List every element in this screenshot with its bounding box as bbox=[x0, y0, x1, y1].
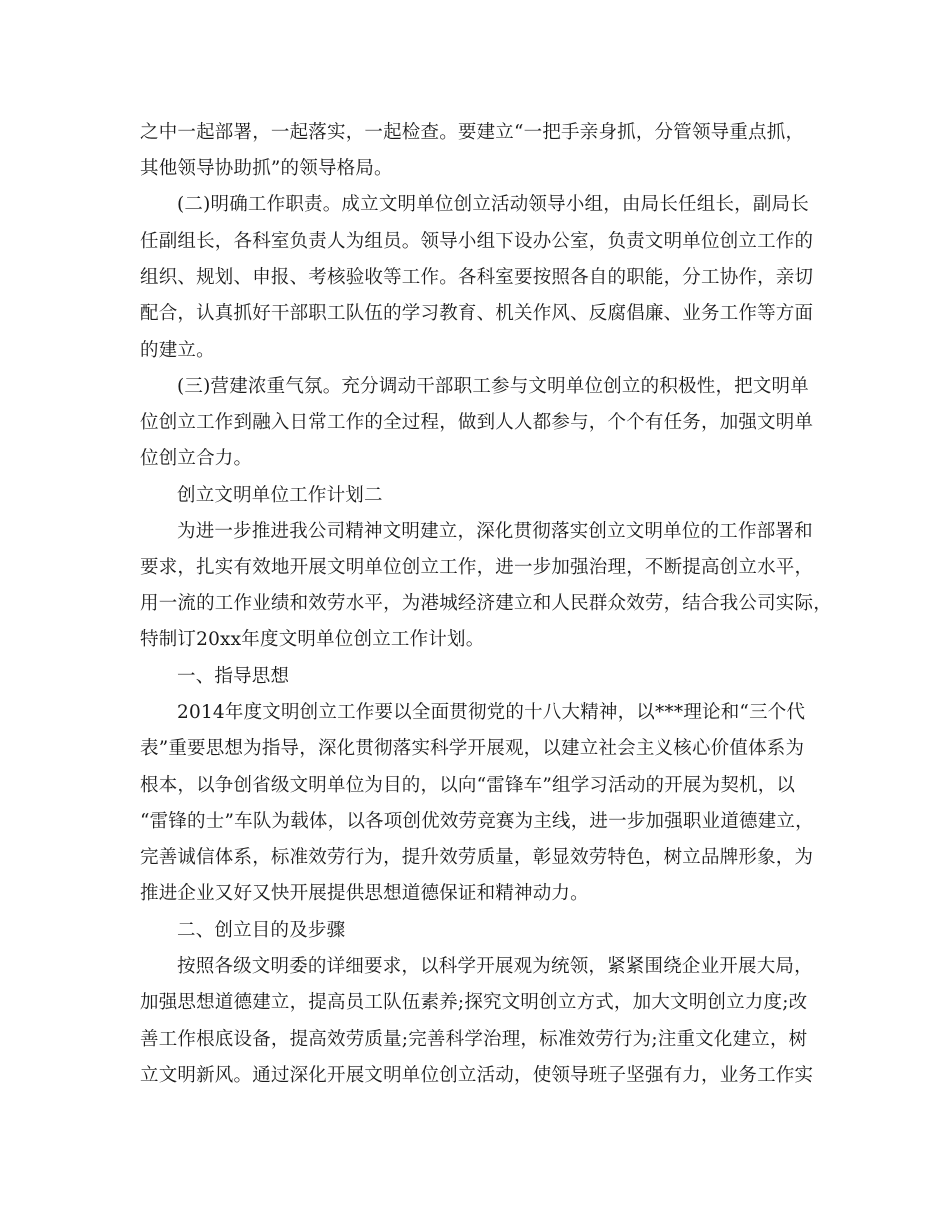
text-line: 为进一步推进我公司精神文明建立，深化贯彻落实创立文明单位的工作部署和 bbox=[177, 521, 813, 542]
text-line: 善工作根底设备，提高效劳质量;完善科学治理，标准效劳行为;注重文化建立，树 bbox=[140, 1029, 808, 1050]
text-line: 表”重要思想为指导，深化贯彻落实科学开展观，以建立社会主义核心价值体系为 bbox=[140, 738, 805, 759]
text-line: 完善诚信体系，标准效劳行为，提升效劳质量，彰显效劳特色，树立品牌形象，为 bbox=[140, 847, 814, 868]
text-line: 特制订20xx年度文明单位创立工作计划。 bbox=[140, 629, 485, 650]
text-line: “雷锋的士”车队为载体，以各项创优效劳竞赛为主线，进一步加强职业道德建立， bbox=[140, 811, 814, 832]
section-heading: 一、指导思想 bbox=[177, 666, 290, 687]
text-line: 2014年度文明创立工作要以全面贯彻党的十八大精神，以***理论和“三个代 bbox=[177, 702, 806, 723]
text-line: 位创立合力。 bbox=[140, 448, 253, 469]
text-line: 其他领导协助抓”的领导格局。 bbox=[140, 158, 393, 179]
text-line: 根本，以争创省级文明单位为目的，以向“雷锋车”组学习活动的开展为契机，以 bbox=[140, 775, 796, 796]
text-line: (二)明确工作职责。成立文明单位创立活动领导小组，由局长任组长，副局长 bbox=[177, 194, 809, 215]
section-heading: 二、创立目的及步骤 bbox=[177, 920, 346, 941]
text-line: (三)营建浓重气氛。充分调动干部职工参与文明单位创立的积极性，把文明单 bbox=[177, 376, 809, 397]
text-line: 按照各级文明委的详细要求，以科学开展观为统领，紧紧围绕企业开展大局， bbox=[177, 956, 813, 977]
text-line: 要求，扎实有效地开展文明单位创立工作，进一步加强治理，不断提高创立水平， bbox=[140, 557, 814, 578]
text-line: 的建立。 bbox=[140, 340, 215, 361]
section-heading: 创立文明单位工作计划二 bbox=[177, 485, 383, 506]
text-line: 位创立工作到融入日常工作的全过程，做到人人都参与，个个有任务，加强文明单 bbox=[140, 412, 814, 433]
text-line: 任副组长，各科室负责人为组员。领导小组下设办公室，负责文明单位创立工作的 bbox=[140, 231, 814, 252]
text-line: 配合，认真抓好干部职工队伍的学习教育、机关作风、反腐倡廉、业务工作等方面 bbox=[140, 303, 814, 324]
text-line: 立文明新风。通过深化开展文明单位创立活动，使领导班子坚强有力，业务工作实 bbox=[140, 1065, 814, 1086]
text-line: 推进企业又好又快开展提供思想道德保证和精神动力。 bbox=[140, 883, 589, 904]
text-line: 组织、规划、申报、考核验收等工作。各科室要按照各自的职能，分工协作，亲切 bbox=[140, 267, 814, 288]
text-line: 用一流的工作业绩和效劳水平，为港城经济建立和人民群众效劳，结合我公司实际， bbox=[140, 593, 832, 614]
text-line: 之中一起部署，一起落实，一起检查。要建立“一把手亲身抓，分管领导重点抓， bbox=[140, 122, 805, 143]
text-line: 加强思想道德建立，提高员工队伍素养;探究文明创立方式，加大文明创立力度;改 bbox=[140, 992, 808, 1013]
